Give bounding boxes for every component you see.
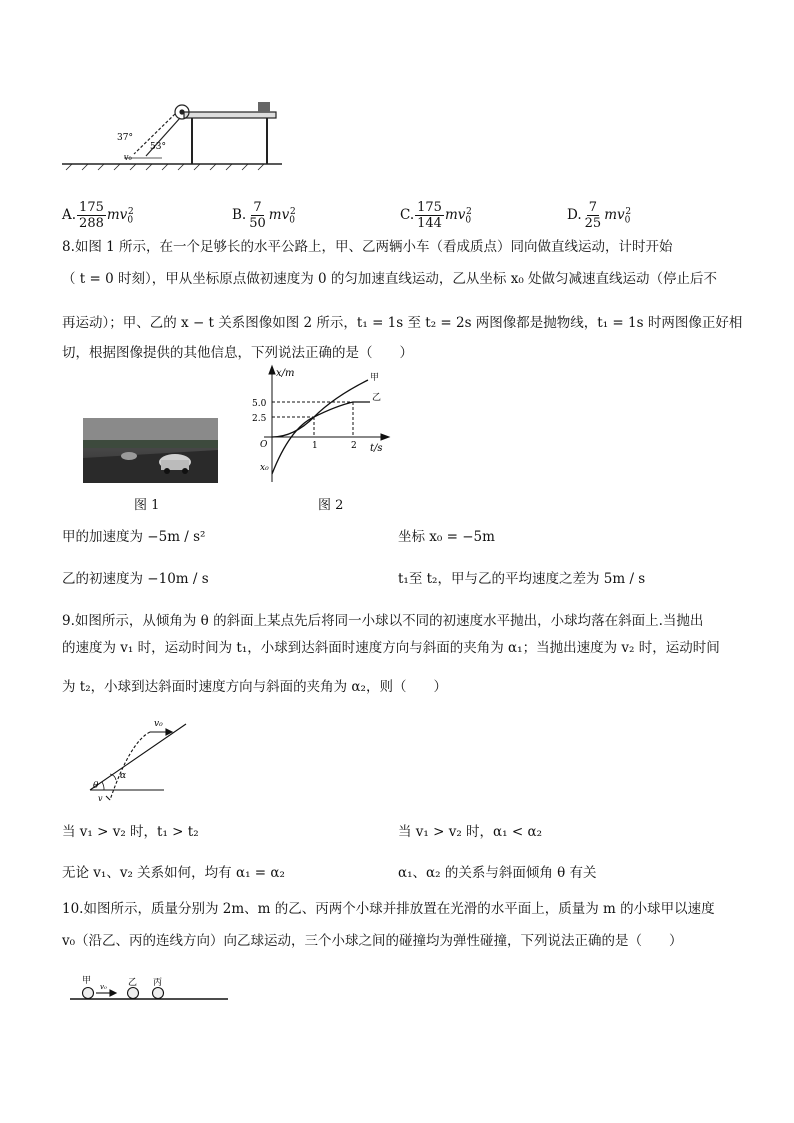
q8-option-b[interactable]: 坐标 x₀ = −5m (398, 529, 495, 545)
q9-theta-label: θ (93, 781, 99, 791)
q9-stem-line-3: 为 t₂，小球到达斜面时速度方向与斜面的夹角为 α₂，则（ ） (62, 679, 447, 695)
q8-option-d[interactable]: t₁至 t₂，甲与乙的平均速度之差为 5m / s (398, 571, 646, 587)
q10-stem-line-1: 10.如图所示，质量分别为 2m、m 的乙、丙两个小球并排放置在光滑的水平面上，质量为 m 的小球甲以速度 (62, 901, 715, 917)
q10-stem-line-2: v₀（沿乙、丙的连线方向）向乙球运动，三个小球之间的碰撞均为弹性碰撞，下列说法正确的是（ ） (62, 933, 683, 949)
q9-option-d[interactable]: α₁、α₂ 的关系与斜面倾角 θ 有关 (398, 865, 597, 881)
q8-stem-line-3: 再运动）；甲、乙的 x − t 关系图像如图 2 所示，t₁ = 1s 至 t₂ = 2s 两图像都是抛物线，t₁ = 1s 时两图像正好相 (62, 315, 743, 331)
q7-option-b[interactable]: B. $\frac{7}{50}$ $mv_0^2$ (232, 200, 296, 231)
q9-v-label: v (98, 794, 103, 802)
q8-graph-xtick-1: 1 (312, 441, 318, 451)
q9-option-b[interactable]: 当 v₁ > v₂ 时，α₁ < α₂ (398, 824, 543, 840)
q8-graph-curve-jia: 甲 (370, 373, 380, 383)
q9-stem-line-1: 9.如图所示，从倾角为 θ 的斜面上某点先后将同一小球以不同的初速度水平抛出，小球均落在斜面上.当抛出 (62, 613, 704, 629)
q9-incline-figure (80, 712, 195, 802)
q7-option-d[interactable]: D. $\frac{7}{25}$ $mv_0^2$ (567, 200, 632, 231)
q8-graph-ytick-2-5: 2.5 (252, 414, 267, 424)
q10-balls-figure (68, 968, 233, 1008)
q10-bing-label: 丙 (153, 978, 163, 988)
q8-graph-xtick-2: 2 (351, 441, 357, 451)
q10-v0-label: v₀ (100, 983, 107, 991)
q8-stem-line-2: （ t = 0 时刻），甲从坐标原点做初速度为 0 的匀加速直线运动，乙从坐标 x₀ 处做匀减速直线运动（停止后不 (62, 271, 718, 287)
q8-graph-origin: O (260, 440, 268, 450)
q9-v0-label: v₀ (154, 719, 163, 729)
q8-xt-graph (250, 362, 415, 490)
q7-angle-37-label: 37° (117, 133, 133, 143)
q8-graph-ylabel: x/m (276, 368, 295, 379)
q7-option-c[interactable]: C. $\frac{175}{144}$ $mv_0^2$ (400, 200, 472, 231)
q8-graph-curve-yi: 乙 (372, 393, 382, 403)
q7-v0-label: v₀ (124, 153, 132, 162)
q8-graph-ytick-5: 5.0 (252, 399, 267, 409)
q10-jia-label: 甲 (82, 976, 92, 986)
q9-option-c[interactable]: 无论 v₁、v₂ 关系如何，均有 α₁ = α₂ (62, 865, 285, 881)
q7-pulley-figure (62, 92, 292, 172)
q8-stem-line-4: 切，根据图像提供的其他信息，下列说法正确的是（ ） (62, 345, 413, 361)
q7-option-a[interactable]: A. $\frac{175}{288}$ $mv_0^2$ (62, 200, 134, 231)
q8-stem-line-1: 8.如图 1 所示，在一个足够长的水平公路上，甲、乙两辆小车（看成质点）同向做直线运动，计时开始 (62, 239, 673, 255)
q9-option-a[interactable]: 当 v₁ > v₂ 时，t₁ > t₂ (62, 824, 199, 840)
q9-stem-line-2: 的速度为 v₁ 时，运动时间为 t₁，小球到达斜面时速度方向与斜面的夹角为 α₁；当抛出速度为 v₂ 时，运动时间 (62, 640, 720, 656)
q8-option-c[interactable]: 乙的初速度为 −10m / s (62, 571, 209, 587)
q8-road-photo (83, 418, 218, 483)
q8-figure-1-caption: 图 1 (134, 498, 160, 513)
q10-yi-label: 乙 (128, 978, 138, 988)
q8-option-a[interactable]: 甲的加速度为 −5m / s² (62, 529, 206, 545)
q8-graph-x0-label: x₀ (260, 463, 269, 473)
q8-figure-2-caption: 图 2 (318, 498, 344, 513)
q8-graph-xlabel: t/s (370, 443, 383, 454)
q9-alpha-label: α (120, 771, 127, 781)
q7-angle-53-label: 53° (150, 142, 166, 152)
